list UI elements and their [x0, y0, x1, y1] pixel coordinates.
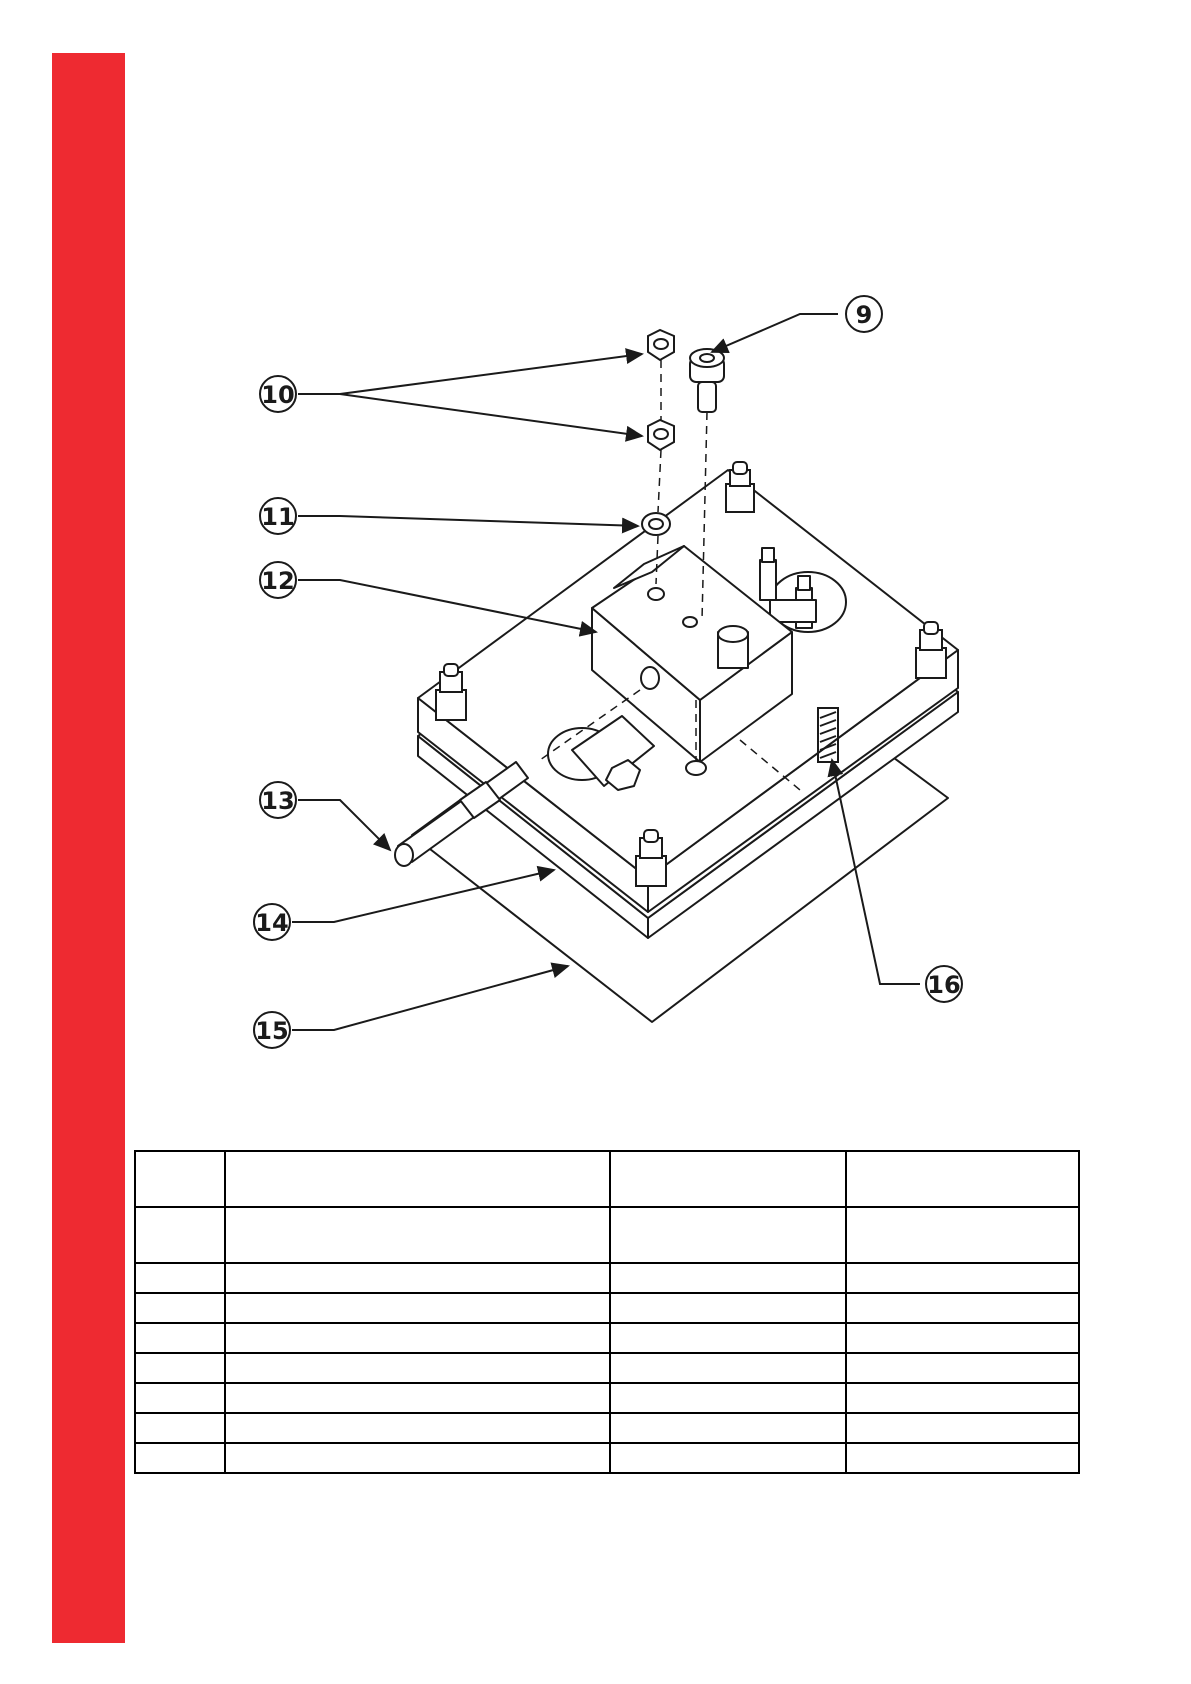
table-row [135, 1353, 1079, 1383]
table-cell [135, 1383, 225, 1413]
table-cell [610, 1207, 846, 1263]
parts-table-body [135, 1151, 1079, 1473]
table-cell [846, 1353, 1079, 1383]
table-cell [225, 1293, 610, 1323]
table-row [135, 1443, 1079, 1473]
table-cell [610, 1353, 846, 1383]
callout-12-label: 12 [261, 567, 295, 595]
table-cell [846, 1151, 1079, 1207]
table-row [135, 1151, 1079, 1207]
callout-13-label: 13 [261, 787, 295, 815]
table-cell [846, 1293, 1079, 1323]
callout-10-label: 10 [261, 381, 295, 409]
table-cell [225, 1151, 610, 1207]
table-row [135, 1383, 1079, 1413]
table-cell [225, 1353, 610, 1383]
callout-14-label: 14 [255, 909, 289, 937]
table-cell [225, 1263, 610, 1293]
table-cell [610, 1263, 846, 1293]
table-cell [225, 1413, 610, 1443]
table-cell [135, 1263, 225, 1293]
table-row [135, 1263, 1079, 1293]
table-cell [846, 1383, 1079, 1413]
table-cell [135, 1151, 225, 1207]
table-cell [846, 1413, 1079, 1443]
table-row [135, 1323, 1079, 1353]
table-row [135, 1207, 1079, 1263]
table-cell [135, 1413, 225, 1443]
table-cell [846, 1323, 1079, 1353]
table-cell [846, 1207, 1079, 1263]
table-cell [225, 1443, 610, 1473]
table-cell [225, 1323, 610, 1353]
callout-15-label: 15 [255, 1017, 289, 1045]
table-cell [225, 1207, 610, 1263]
parts-list-table [134, 1150, 1080, 1474]
table-cell [610, 1151, 846, 1207]
table-cell [135, 1293, 225, 1323]
table-cell [135, 1353, 225, 1383]
callout-11-label: 11 [261, 503, 295, 531]
table-cell [610, 1323, 846, 1353]
callout-9-label: 9 [855, 301, 873, 329]
table-cell [135, 1443, 225, 1473]
table-cell [610, 1413, 846, 1443]
table-cell [135, 1323, 225, 1353]
table-cell [846, 1443, 1079, 1473]
table-cell [225, 1383, 610, 1413]
callout-16-label: 16 [927, 971, 961, 999]
table-cell [846, 1263, 1079, 1293]
table-cell [610, 1383, 846, 1413]
table-row [135, 1413, 1079, 1443]
table-row [135, 1293, 1079, 1323]
table-cell [610, 1293, 846, 1323]
table-cell [610, 1443, 846, 1473]
table-cell [135, 1207, 225, 1263]
